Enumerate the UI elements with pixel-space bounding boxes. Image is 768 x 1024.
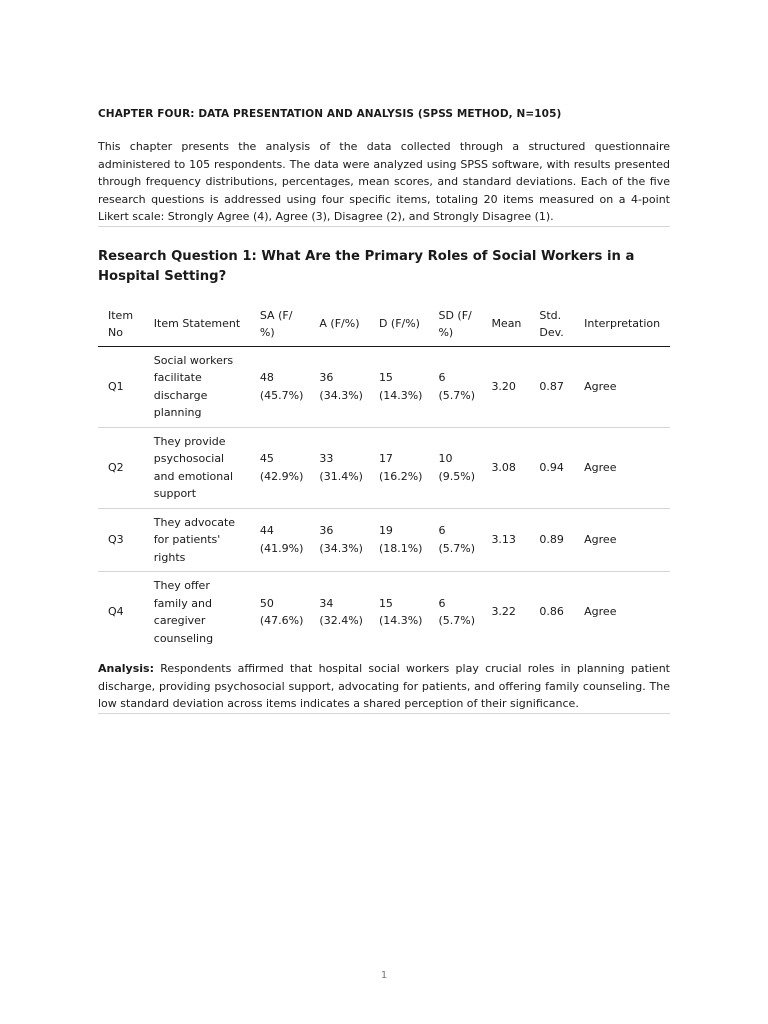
section-divider [98, 226, 670, 227]
cell-d: 15 (14.3%) [378, 596, 423, 627]
cell-sa: 48 (45.7%) [250, 346, 310, 427]
header-sd: SD (F/ %) [428, 306, 481, 347]
cell-item-no: Q2 [98, 427, 144, 508]
table-header-row [98, 306, 670, 347]
header-std-dev: Std. Dev. [529, 306, 574, 347]
table-row [98, 508, 670, 572]
section-divider [98, 713, 670, 714]
cell-interpretation: Agree [584, 605, 617, 619]
cell-interpretation: Agree [574, 427, 670, 508]
cell-item-no: Q3 [98, 508, 144, 572]
chapter-heading: CHAPTER FOUR: DATA PRESENTATION AND ANALYSIS (SPSS METHOD, N=105) [98, 108, 562, 120]
table-row [98, 427, 670, 508]
cell-interpretation: Agree [574, 508, 670, 572]
analysis-label: Analysis: [98, 662, 154, 675]
header-item-statement: Item Statement [144, 306, 250, 347]
cell-mean: 3.20 [481, 346, 529, 427]
analysis-text: Respondents affirmed that hospital social workers play crucial roles in planning patient discharge, providing psychosocial support, advocating for patients, and offering family counseling. The low standard deviation across items indicates a shared perception of their significance. [98, 662, 670, 710]
cell-sa: 50 (47.6%) [259, 596, 304, 627]
cell-d: 15 (14.3%) [369, 346, 429, 427]
table-row [98, 346, 670, 427]
table-row [98, 572, 670, 648]
cell-statement: They provide psychosocial and emotional support [144, 427, 250, 508]
cell-sa: 44 (41.9%) [250, 508, 310, 572]
cell-std-dev: 0.86 [539, 605, 564, 619]
cell-std-dev: 0.87 [529, 346, 574, 427]
analysis-paragraph [98, 660, 670, 713]
cell-sd: 6 (5.7%) [428, 346, 481, 427]
cell-mean: 3.22 [491, 605, 516, 619]
cell-mean: 3.08 [481, 427, 529, 508]
header-mean: Mean [481, 306, 529, 347]
cell-statement: They advocate for patients' rights [144, 508, 250, 572]
cell-a: 34 (32.4%) [319, 596, 363, 627]
header-d: D (F/%) [369, 306, 429, 347]
header-sa: SA (F/ %) [250, 306, 310, 347]
cell-mean: 3.13 [481, 508, 529, 572]
cell-sa: 45 (42.9%) [250, 427, 310, 508]
header-interpretation: Interpretation [574, 306, 670, 347]
page-number: 1 [380, 970, 388, 981]
page-content [98, 106, 670, 714]
cell-std-dev: 0.94 [529, 427, 574, 508]
cell-interpretation: Agree [574, 346, 670, 427]
cell-a: 36 (34.3%) [309, 346, 369, 427]
cell-d: 17 (16.2%) [369, 427, 429, 508]
cell-d: 19 (18.1%) [369, 508, 429, 572]
cell-a: 33 (31.4%) [309, 427, 369, 508]
cell-a: 36 (34.3%) [309, 508, 369, 572]
cell-statement: They offer family and caregiver counseling [153, 579, 214, 645]
cell-sd: 6 (5.7%) [428, 508, 481, 572]
cell-statement: Social workers facilitate discharge planning [144, 346, 250, 427]
cell-std-dev: 0.89 [529, 508, 574, 572]
cell-item-no: Q1 [98, 346, 144, 427]
research-question-heading: Research Question 1: What Are the Primary Roles of Social Workers in a Hospital Setting? [98, 248, 635, 284]
cell-item-no: Q4 [108, 605, 124, 619]
cell-sd: 10 (9.5%) [428, 427, 481, 508]
cell-sd: 6 (5.7%) [438, 596, 475, 627]
header-a: A (F/%) [309, 306, 369, 347]
header-item-no: Item No [98, 306, 144, 347]
results-table [98, 306, 670, 648]
intro-paragraph: This chapter presents the analysis of the data collected through a structured questionnaire administered to 105 respondents. The data were analyzed using SPSS software, with results presented through frequency distributions, percentages, mean scores, and standard deviations. Each of the five research questions is addressed using four specific items, totaling 20 items measured on a 4-point Likert scale: Strongly Agree (4), Agree (3), Disagree (2), and Strongly Disagree (1). [98, 140, 670, 223]
